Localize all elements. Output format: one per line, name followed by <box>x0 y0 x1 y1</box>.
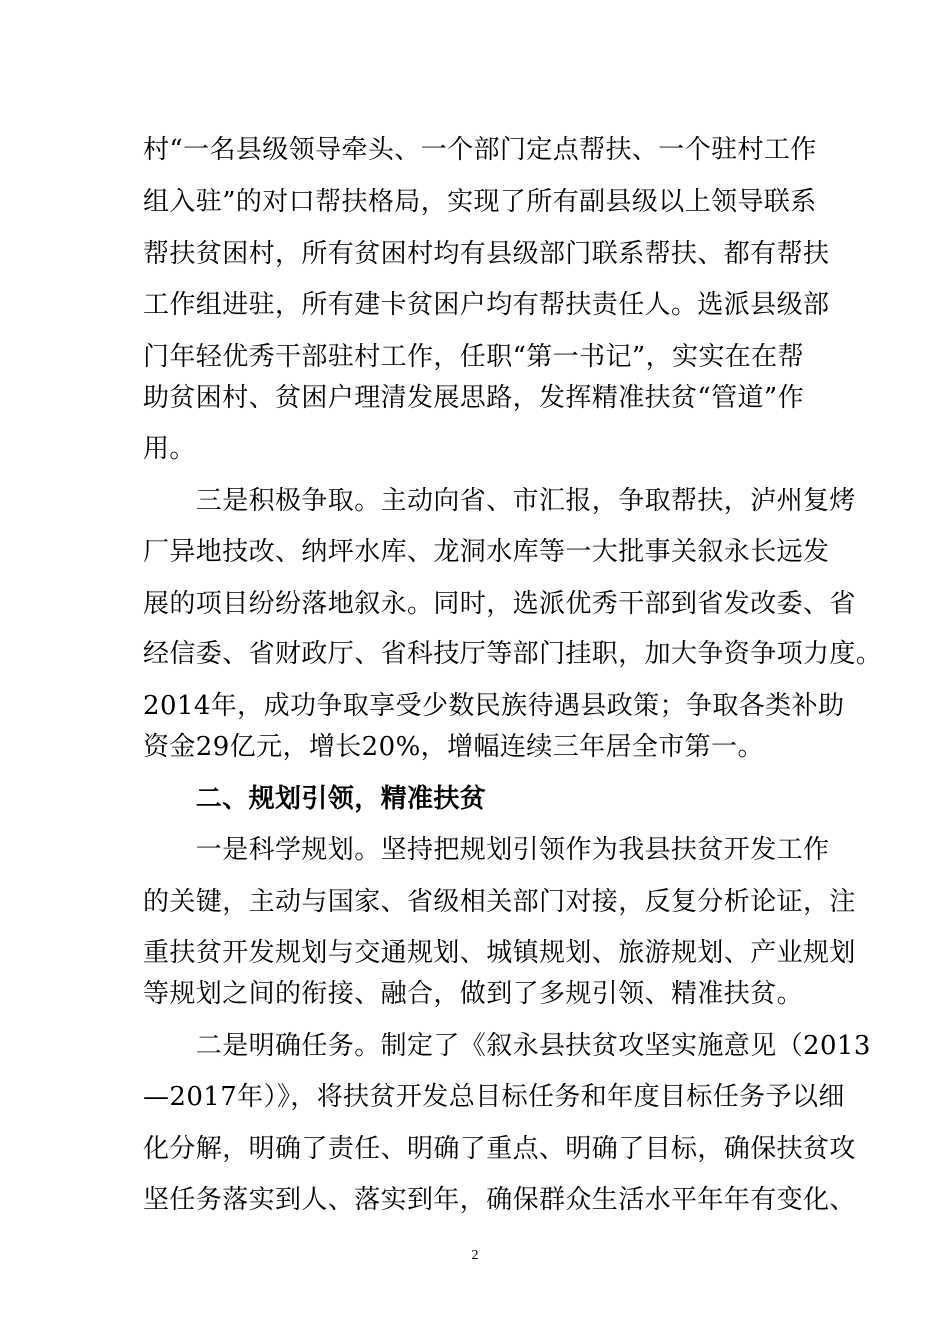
paragraph-line: 2014年，成功争取享受少数民族待遇县政策；争取各类补助 <box>143 691 845 721</box>
paragraph-line: 二是明确任务。制定了《叙永县扶贫攻坚实施意见（2013 <box>143 1031 871 1061</box>
paragraph-line: 门年轻优秀干部驻村工作，任职“第一书记”，实实在在帮 <box>143 342 804 372</box>
paragraph-line: 帮扶贫困村，所有贫困村均有县级部门联系帮扶、都有帮扶 <box>143 239 830 269</box>
paragraph-line: 资金29亿元，增长20%，增幅连续三年居全市第一。 <box>143 732 764 762</box>
paragraph-line: 重扶贫开发规划与交通规划、城镇规划、旅游规划、产业规划 <box>143 938 856 968</box>
paragraph-line: 组入驻”的对口帮扶格局，实现了所有副县级以上领导联系 <box>143 187 817 217</box>
paragraph-line: 厂异地技改、纳坪水库、龙洞水库等一大批事关叙永长远发 <box>143 537 830 567</box>
paragraph-line: 村“一名县级领导牵头、一个部门定点帮扶、一个驻村工作 <box>143 135 817 165</box>
paragraph-line: 工作组进驻，所有建卡贫困户均有帮扶责任人。选派县级部 <box>143 290 830 320</box>
paragraph-line: 助贫困村、贫困户理清发展思路，发挥精准扶贫“管道”作 <box>143 383 804 413</box>
page-number: 2 <box>471 1248 479 1263</box>
paragraph-line: 的关键，主动与国家、省级相关部门对接，反复分析论证，注 <box>143 887 856 917</box>
paragraph-line: 化分解，明确了责任、明确了重点、明确了目标，确保扶贫攻 <box>143 1134 856 1164</box>
paragraph-line: 等规划之间的衔接、融合，做到了多规引领、精准扶贫。 <box>143 979 804 1009</box>
paragraph-line: 展的项目纷纷落地叙永。同时，选派优秀干部到省发改委、省 <box>143 589 856 619</box>
paragraph-line: 一是科学规划。坚持把规划引领作为我县扶贫开发工作 <box>143 835 830 865</box>
paragraph-line: 用。 <box>143 434 196 464</box>
paragraph-line: —2017年）》，将扶贫开发总目标任务和年度目标任务予以细 <box>143 1082 845 1112</box>
section-heading: 二、规划引领，精准扶贫 <box>143 784 487 814</box>
paragraph-line: 三是积极争取。主动向省、市汇报，争取帮扶，泸州复烤 <box>143 486 856 516</box>
paragraph-line: 坚任务落实到人、落实到年，确保群众生活水平年年有变化、 <box>143 1185 856 1215</box>
paragraph-line: 经信委、省财政厅、省科技厅等部门挂职，加大争资争项力度。 <box>143 639 883 669</box>
